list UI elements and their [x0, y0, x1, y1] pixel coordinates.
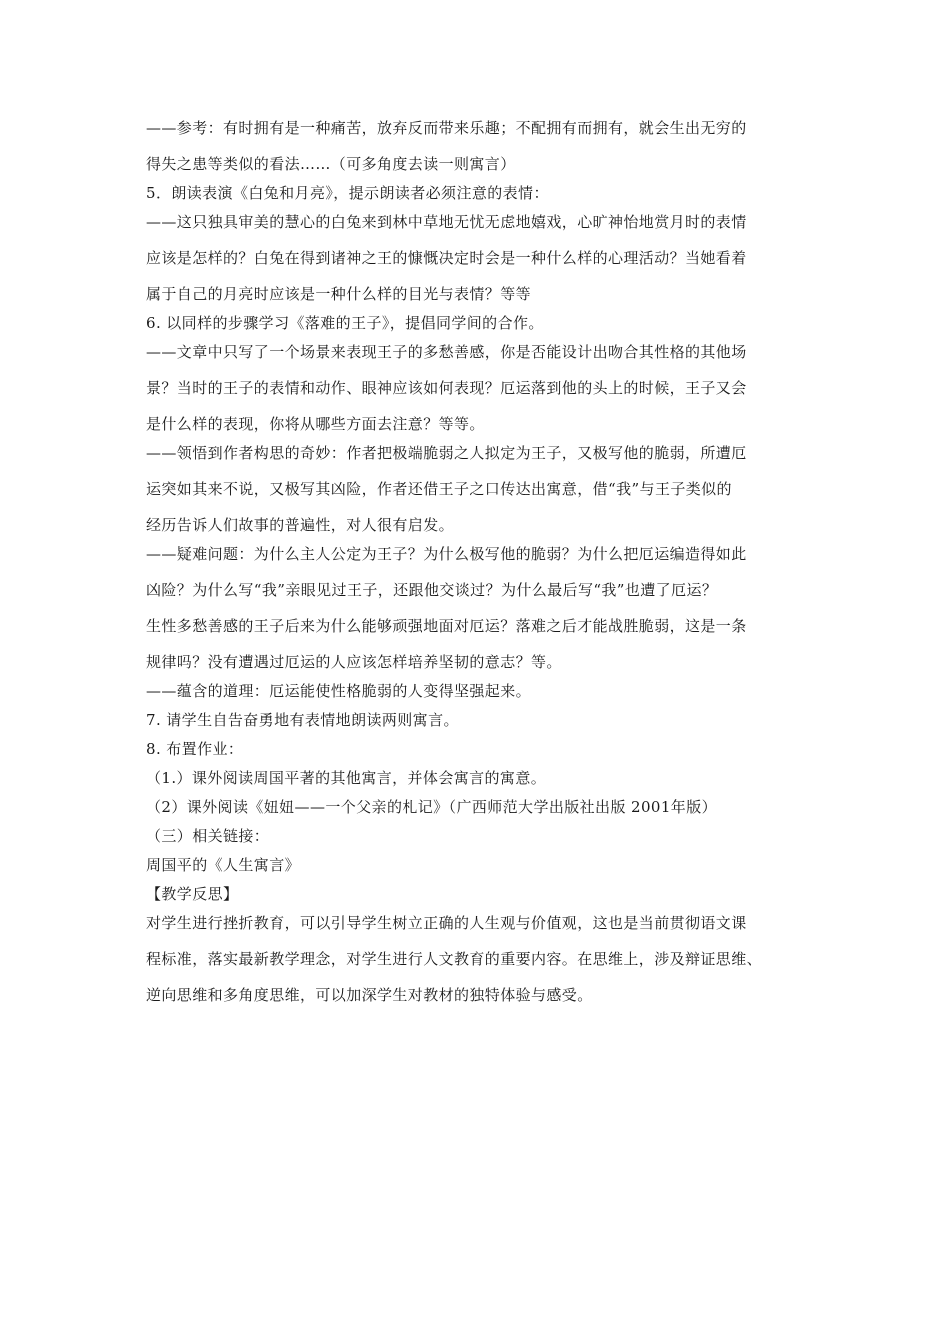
text-line: ——参考：有时拥有是一种痛苦，放弃反而带来乐趣；不配拥有而拥有，就会生出无穷的 [146, 119, 747, 137]
text-line: （1.）课外阅读周国平著的其他寓言，并体会寓言的寓意。 [146, 769, 547, 787]
text-line: 周国平的《人生寓言》 [146, 856, 301, 874]
text-line: ——文章中只写了一个场景来表现王子的多愁善感，你是否能设计出吻合其性格的其他场 [146, 343, 747, 361]
text-line: （三）相关链接： [146, 827, 270, 845]
text-line: 5．朗读表演《白兔和月亮》，提示朗读者必须注意的表情： [146, 184, 549, 202]
text-line: 运突如其来不说，又极写其凶险，作者还借王子之口传达出寓意，借“我”与王子类似的 [146, 480, 732, 498]
text-line: 应该是怎样的？白兔在得到诸神之王的慷慨决定时会是一种什么样的心理活动？当她看着 [146, 249, 747, 267]
text-line: 对学生进行挫折教育，可以引导学生树立正确的人生观与价值观，这也是当前贯彻语文课 [146, 914, 747, 932]
section-heading: 【教学反思】 [146, 885, 239, 903]
text-line: 8. 布置作业： [146, 740, 244, 758]
text-line: 是什么样的表现，你将从哪些方面去注意？等等。 [146, 415, 485, 433]
text-line: 逆向思维和多角度思维，可以加深学生对教材的独特体验与感受。 [146, 986, 593, 1004]
text-line: 6. 以同样的步骤学习《落难的王子》，提倡同学间的合作。 [146, 314, 544, 332]
document-body [146, 118, 816, 1014]
text-line: ——蕴含的道理：厄运能使性格脆弱的人变得坚强起来。 [146, 682, 532, 700]
text-line: 程标准，落实最新教学理念，对学生进行人文教育的重要内容。在思维上，涉及辩证思维、 [146, 950, 763, 968]
text-line: 凶险？为什么写“我”亲眼见过王子，还跟他交谈过？为什么最后写“我”也遭了厄运？ [146, 581, 718, 599]
text-line: 景？当时的王子的表情和动作、眼神应该如何表现？厄运落到他的头上的时候，王子又会 [146, 379, 747, 397]
text-line: 属于自己的月亮时应该是一种什么样的目光与表情？等等 [146, 285, 532, 303]
text-line: 7. 请学生自告奋勇地有表情地朗读两则寓言。 [146, 711, 459, 729]
text-line: ——这只独具审美的慧心的白兔来到林中草地无忧无虑地嬉戏，心旷神怡地赏月时的表情 [146, 213, 747, 231]
text-line: 得失之患等类似的看法……（可多角度去读一则寓言） [146, 155, 516, 173]
text-line: （2）课外阅读《妞妞——一个父亲的札记》（广西师范大学出版社出版 2001年版） [146, 798, 717, 816]
text-line: 生性多愁善感的王子后来为什么能够顽强地面对厄运？落难之后才能战胜脆弱，这是一条 [146, 617, 747, 635]
text-line: ——疑难问题：为什么主人公定为王子？为什么极写他的脆弱？为什么把厄运编造得如此 [146, 545, 747, 563]
text-line: ——领悟到作者构思的奇妙：作者把极端脆弱之人拟定为王子，又极写他的脆弱，所遭厄 [146, 444, 747, 462]
text-line: 规律吗？没有遭遇过厄运的人应该怎样培养坚韧的意志？等。 [146, 653, 562, 671]
text-line: 经历告诉人们故事的普遍性，对人很有启发。 [146, 516, 455, 534]
